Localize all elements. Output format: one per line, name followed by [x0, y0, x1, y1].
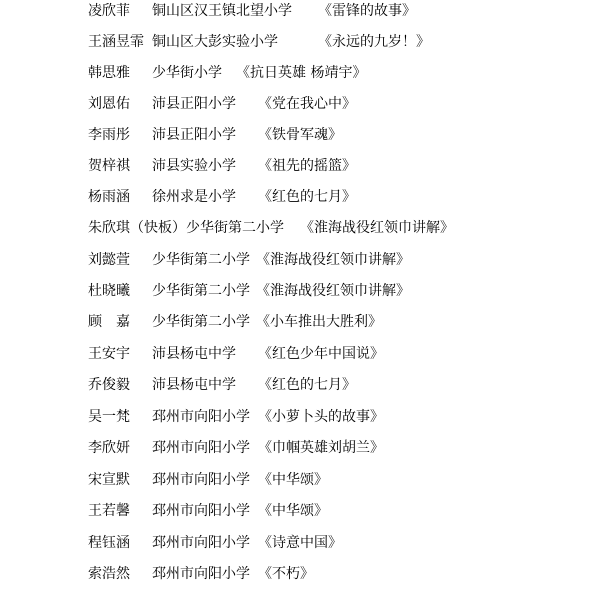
student-name: 王安宇 — [88, 346, 130, 362]
work-title: 《巾帼英雄刘胡兰》 — [258, 440, 384, 456]
work-title: 《铁骨军魂》 — [258, 127, 342, 143]
student-name: 凌欣菲 — [88, 3, 130, 19]
school-name: 少华街第二小学 — [152, 314, 250, 330]
school-name: 少华街第二小学 — [152, 283, 250, 299]
school-name: 少华街第二小学 — [186, 220, 284, 236]
work-title: 《雷锋的故事》 — [318, 3, 416, 19]
student-name: 刘懿萱 — [88, 252, 130, 268]
student-name: 王涵昱霏 — [88, 34, 144, 50]
school-name: 少华街小学 — [152, 65, 222, 81]
work-title: 《红色的七月》 — [258, 189, 356, 205]
student-name: 李欣妍 — [88, 440, 130, 456]
work-title: 《淮海战役红领巾讲解》 — [300, 220, 454, 236]
student-name: 程钰涵 — [88, 535, 130, 551]
work-title: 《诗意中国》 — [258, 535, 342, 551]
student-name: 韩思雅 — [88, 65, 130, 81]
work-title: 《红色少年中国说》 — [258, 346, 384, 362]
student-name: 李雨彤 — [88, 127, 130, 143]
work-title: 《中华颂》 — [258, 472, 328, 488]
student-name: 杜晓曦 — [88, 283, 130, 299]
school-name: 邳州市向阳小学 — [152, 566, 250, 582]
school-name: 沛县正阳小学 — [152, 127, 236, 143]
school-name: 邳州市向阳小学 — [152, 503, 250, 519]
school-name: 邳州市向阳小学 — [152, 409, 250, 425]
work-title: 《不朽》 — [258, 566, 314, 582]
student-name: 刘恩佑 — [88, 96, 130, 112]
student-name: 朱欣琪（快板） — [88, 220, 186, 236]
work-title: 《小萝卜头的故事》 — [258, 409, 384, 425]
student-name: 杨雨涵 — [88, 189, 130, 205]
school-name: 沛县正阳小学 — [152, 96, 236, 112]
work-title: 《淮海战役红领巾讲解》 — [256, 283, 410, 299]
work-title: 《红色的七月》 — [258, 377, 356, 393]
school-name: 邳州市向阳小学 — [152, 535, 250, 551]
school-name: 铜山区汉王镇北望小学 — [152, 3, 292, 19]
student-name: 索浩然 — [88, 566, 130, 582]
work-title: 《抗日英雄 杨靖宇》 — [236, 65, 367, 81]
school-name: 邳州市向阳小学 — [152, 472, 250, 488]
student-name: 顾 嘉 — [88, 314, 130, 330]
student-name: 王若馨 — [88, 503, 130, 519]
school-name: 邳州市向阳小学 — [152, 440, 250, 456]
school-name: 少华街第二小学 — [152, 252, 250, 268]
school-name: 沛县杨屯中学 — [152, 346, 236, 362]
student-name: 乔俊毅 — [88, 377, 130, 393]
school-name: 沛县实验小学 — [152, 158, 236, 174]
work-title: 《祖先的摇篮》 — [258, 158, 356, 174]
work-title: 《永远的九岁！》 — [318, 34, 430, 50]
work-title: 《党在我心中》 — [258, 96, 356, 112]
student-name: 宋宣默 — [88, 472, 130, 488]
school-name: 徐州求是小学 — [152, 189, 236, 205]
student-name: 吴一梵 — [88, 409, 130, 425]
student-name: 贺梓祺 — [88, 158, 130, 174]
school-name: 铜山区大彭实验小学 — [152, 34, 278, 50]
work-title: 《小车推出大胜利》 — [256, 314, 382, 330]
work-title: 《中华颂》 — [258, 503, 328, 519]
school-name: 沛县杨屯中学 — [152, 377, 236, 393]
work-title: 《淮海战役红领巾讲解》 — [256, 252, 410, 268]
